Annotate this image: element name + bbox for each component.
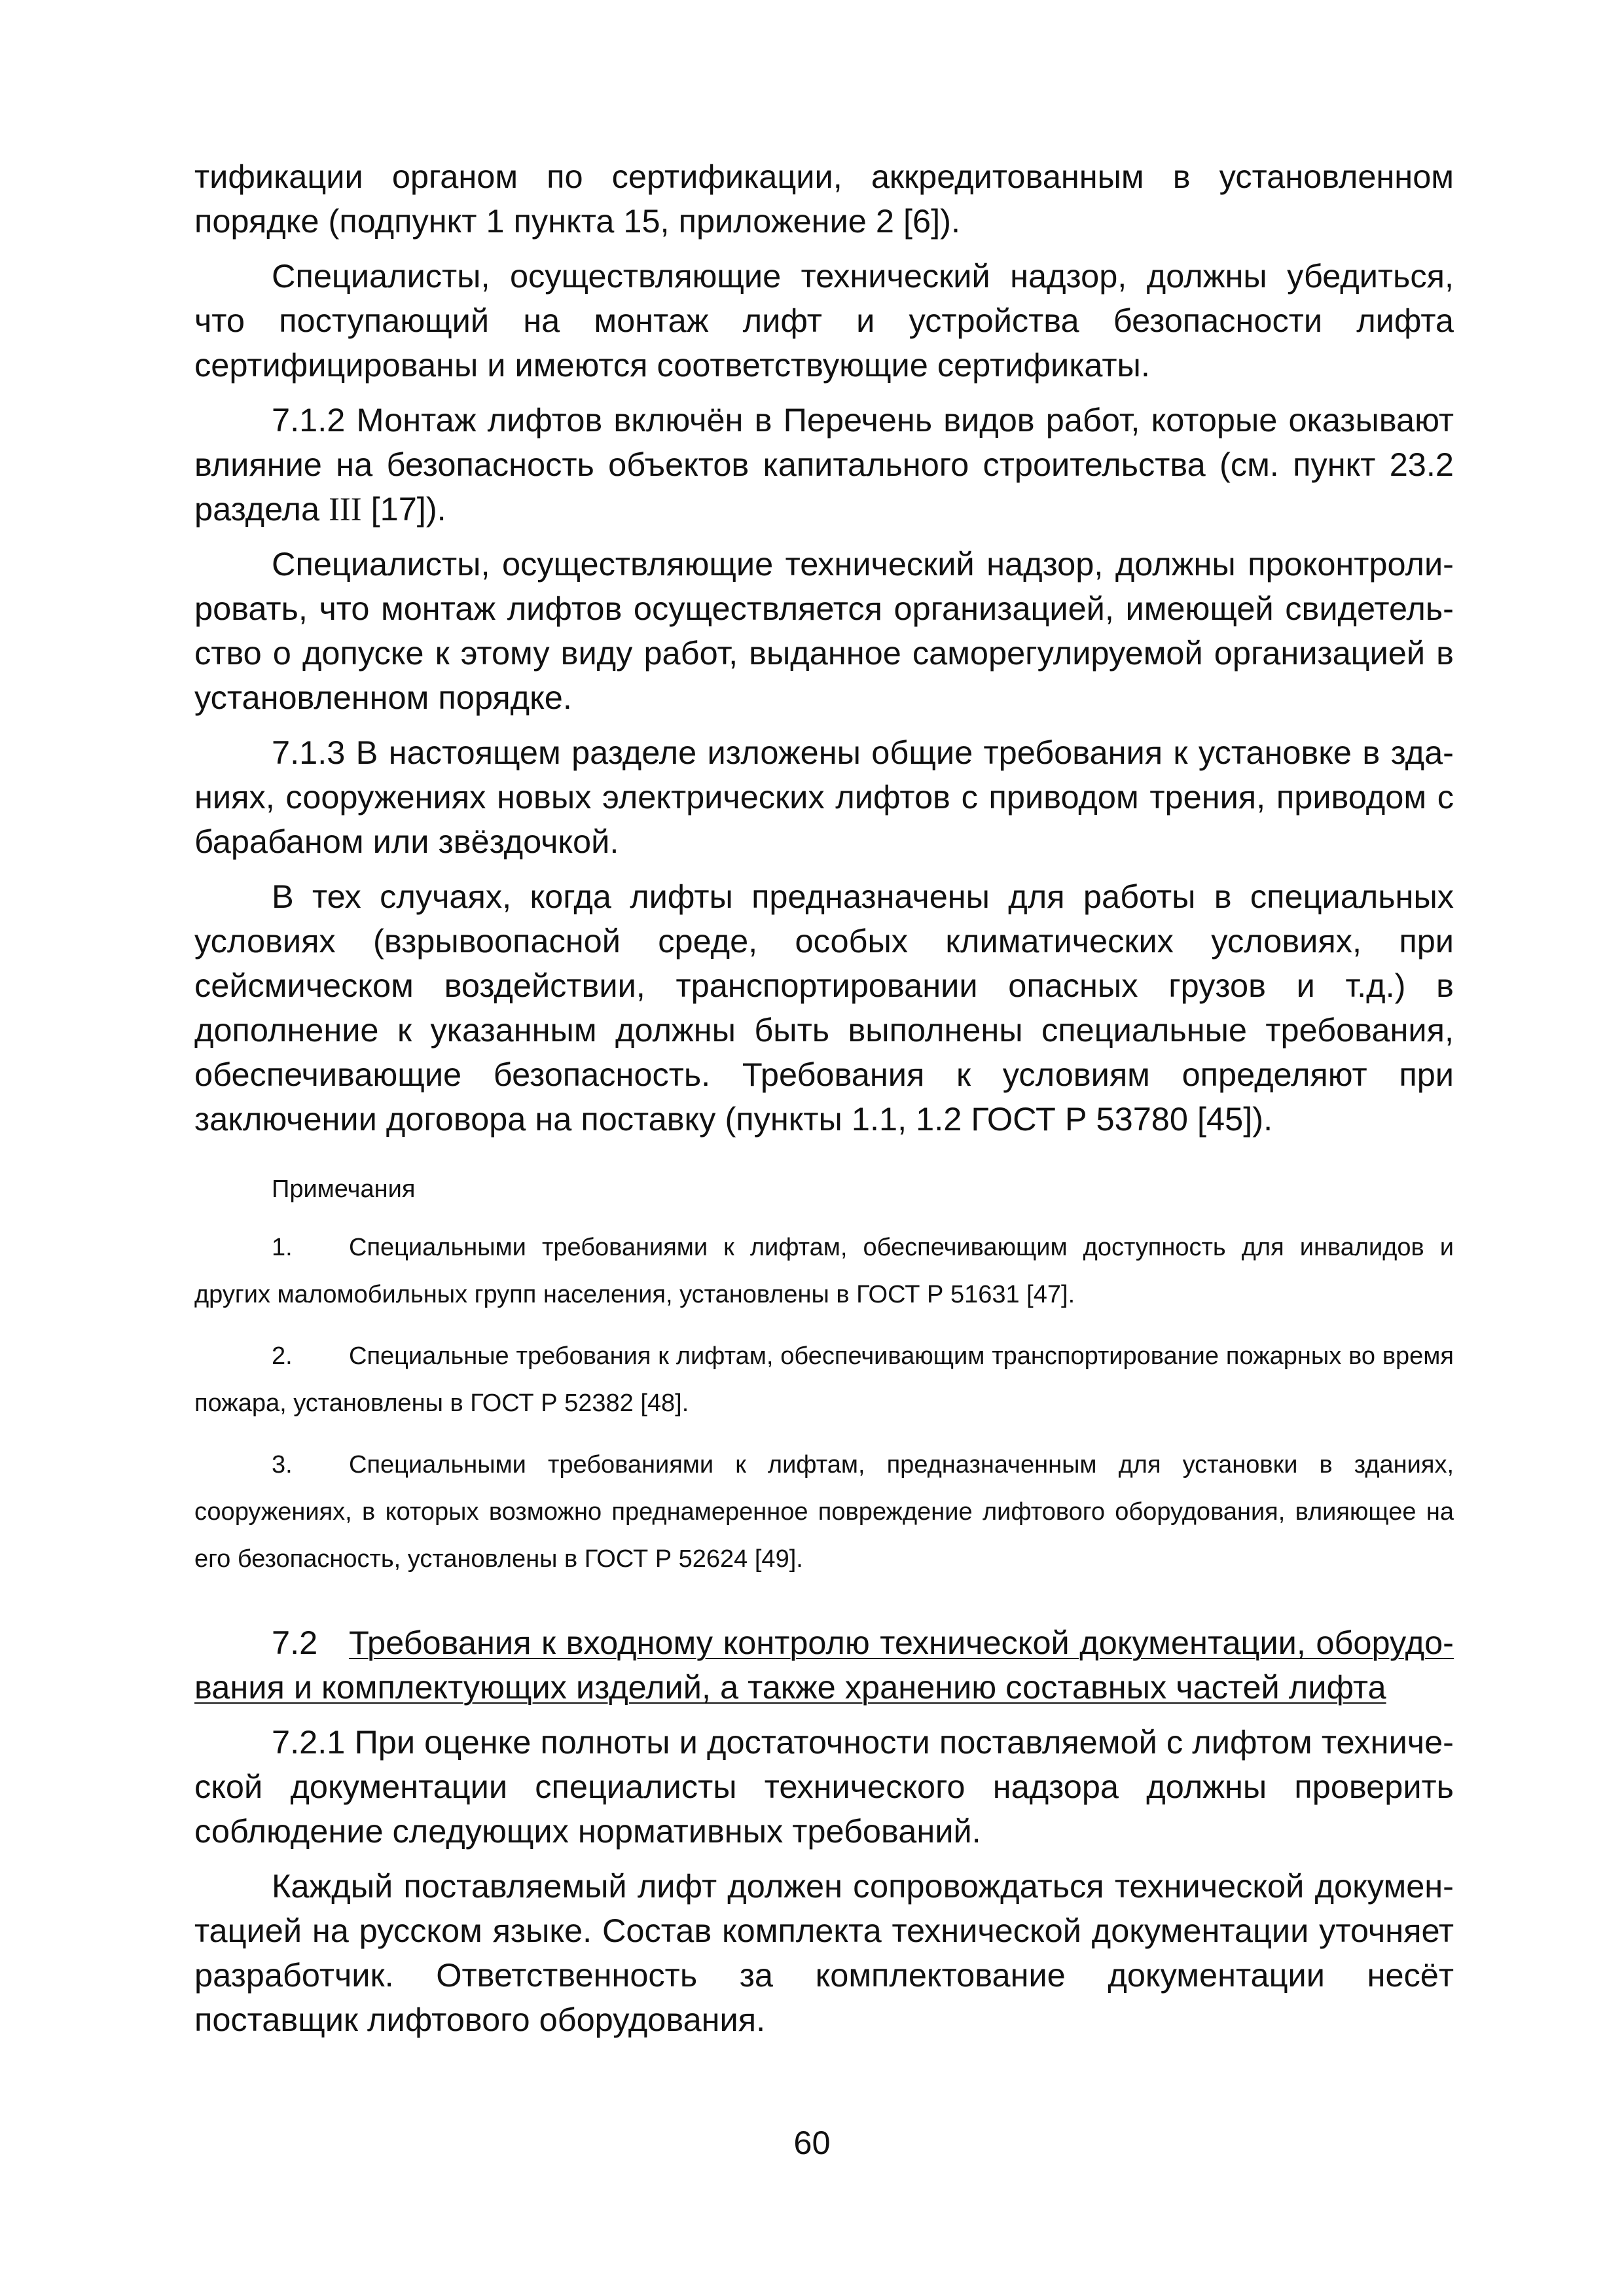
section-title: Требования к входному контролю технической документации, оборудования и комплектующих изделий, а также хранению составных частей лифта bbox=[194, 1624, 1454, 1706]
notes-title: Примечания bbox=[272, 1175, 416, 1203]
note-item bbox=[194, 1441, 1454, 1583]
paragraph-7-1-3: 7.1.3 В настоящем разделе изложены общие требования к установке в зданиях, сооружениях новых электрических лифтов с приводом трения, приводом с барабаном или звёздочкой. bbox=[194, 734, 1454, 860]
paragraph-documentation: Каждый поставляемый лифт должен сопровождаться технической документацией на русском языке. Состав комплекта технической документации уточняет разработчик. Ответственность за комплектование документации несёт поставщик лифтового оборудования. bbox=[194, 1867, 1454, 2038]
roman-numeral: III bbox=[329, 491, 362, 528]
paragraph-special-conditions: В тех случаях, когда лифты предназначены для работы в специальных условиях (взрывоопасной среде, особых климатических условиях, при сейсмическом воздействии, транспортировании опасных грузов и т.д.) в дополнение к указанным должны быть выполнены специальные требования, обеспечивающие безопасность. Требования к условиям определяют при заключении договора на поставку (пункты 1.1, 1.2 ГОСТ Р 53780 [45]). bbox=[194, 878, 1454, 1138]
paragraph-7-1-2-ref: [17]). bbox=[361, 490, 446, 528]
paragraph-7-1-2 bbox=[194, 398, 1454, 531]
paragraph-continuation: тификации органом по сертификации, аккредитованным в установленном порядке (подпункт 1 пункта 15, приложение 2 [6]). bbox=[194, 158, 1454, 240]
note-text: Специальные требования к лифтам, обеспечивающим транспортирование пожарных во время пожара, установлены в ГОСТ Р 52382 [48]. bbox=[194, 1342, 1454, 1417]
note-number: 2. bbox=[272, 1342, 293, 1370]
note-text: Специальными требованиями к лифтам, обеспечивающим доступность для инвалидов и других маломобильных групп населения, установлены в ГОСТ Р 51631 [47]. bbox=[194, 1234, 1454, 1308]
note-text: Специальными требованиями к лифтам, предназначенным для установки в зданиях, сооружениях, в которых возможно преднамеренное повреждение лифтового оборудования, влияющее на его безопасность, установлены в ГОСТ Р 52624 [49]. bbox=[194, 1451, 1454, 1573]
paragraph-certification-check: Специалисты, осуществляющие технический надзор, должны убедиться, что поступающий на монтаж лифт и устройства безопасности лифта сертифицированы и имеются соответствующие сертификаты. bbox=[194, 257, 1454, 384]
page-number: 60 bbox=[793, 2124, 831, 2161]
paragraph-installation-control: Специалисты, осуществляющие технический надзор, должны проконтролировать, что монтаж лифтов осуществляется организацией, имеющей свидетельство о допуске к этому виду работ, выданное саморегулируемой организацией в установленном порядке. bbox=[194, 545, 1454, 716]
note-number: 3. bbox=[272, 1451, 293, 1479]
paragraph-7-1-2-text: 7.1.2 Монтаж лифтов включён в Перечень видов работ, которые оказывают влияние на безопасность объектов капитального строительства (см. пункт 23.2 раздела bbox=[194, 401, 1454, 528]
paragraph-7-2-1: 7.2.1 При оценке полноты и достаточности поставляемой с лифтом технической документации специалисты технического надзора должны проверить соблюдение следующих нормативных требований. bbox=[194, 1723, 1454, 1850]
note-item bbox=[194, 1224, 1454, 1318]
note-number: 1. bbox=[272, 1234, 293, 1261]
section-heading-7-2 bbox=[194, 1621, 1454, 1710]
section-number: 7.2 bbox=[272, 1624, 318, 1661]
document-page bbox=[194, 154, 1454, 2042]
note-item bbox=[194, 1333, 1454, 1427]
